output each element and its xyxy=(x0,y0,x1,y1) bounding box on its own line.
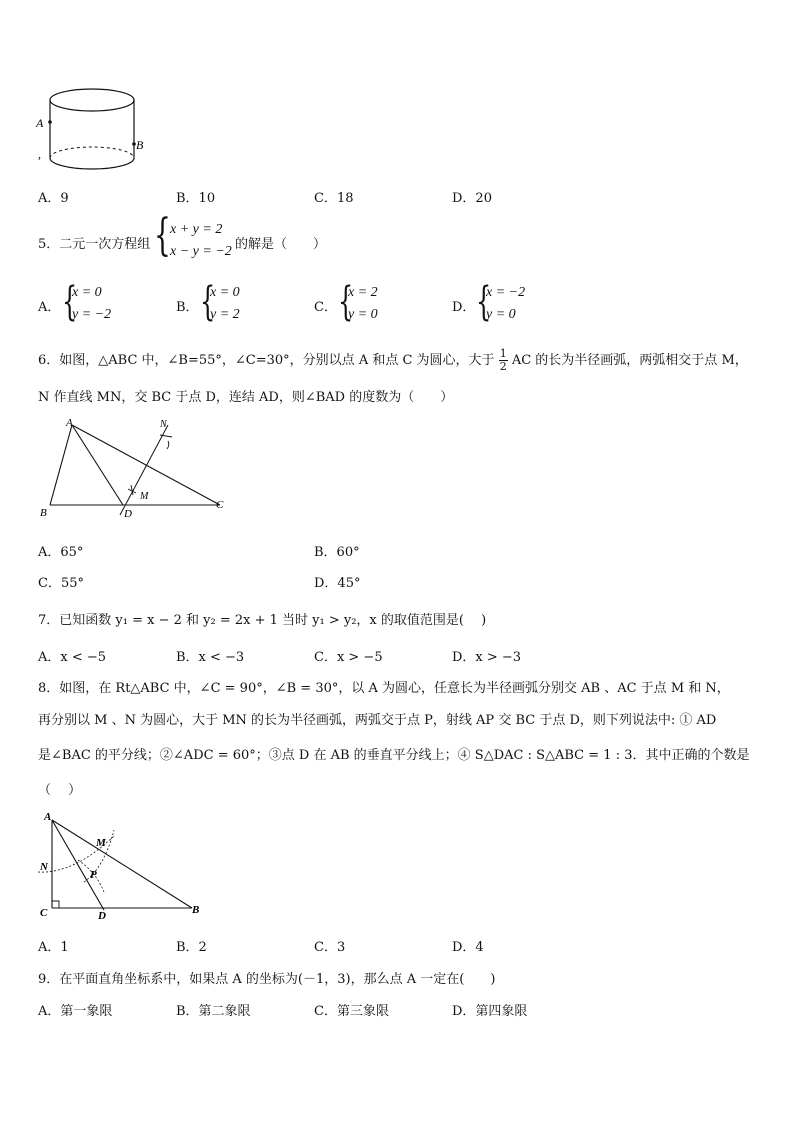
q6-line1 xyxy=(38,348,748,373)
q6-option-c: C．55° xyxy=(38,576,84,591)
q5-option-b-letter: B． xyxy=(176,300,199,315)
q6-label-d: D xyxy=(124,508,132,520)
q7-option-d: D．x > −3 xyxy=(452,650,522,665)
q5-option-b-line1: x = 0 xyxy=(210,285,240,300)
q6-fraction-den: 2 xyxy=(499,360,507,373)
q9-option-c: C．第三象限 xyxy=(314,1004,389,1019)
q6-label-a: A xyxy=(66,417,73,429)
q8-right-triangle-figure xyxy=(34,808,214,923)
q6-label-c: C xyxy=(216,499,224,511)
q6-line1-b: AC 的长为半径画弧，两弧相交于点 M， xyxy=(511,353,748,368)
q6-label-b: B xyxy=(40,507,47,519)
q5-option-c-letter: C． xyxy=(314,300,337,315)
q5-option-d-letter: D． xyxy=(452,300,476,315)
q9-text: 9．在平面直角坐标系中，如果点 A 的坐标为(－1，3)，那么点 A 一定在( ) xyxy=(38,972,496,987)
q8-option-a: A．1 xyxy=(38,940,69,955)
q8-option-b: B．2 xyxy=(176,940,207,955)
q5-prefix: 5．二元一次方程组 xyxy=(38,237,151,252)
cylinder-figure xyxy=(30,82,150,174)
q8-line2: 再分别以 M 、N 为圆心，大于 MN 的长为半径画弧，两弧交于点 P，射线 AP 交 BC 于点 D，则下列说法中: ① AD xyxy=(38,713,717,728)
q6-option-d: D．45° xyxy=(314,576,361,591)
q5-option-d-line2: y = 0 xyxy=(486,307,516,322)
q8-line3: 是∠BAC 的平分线；②∠ADC = 60°；③点 D 在 AB 的垂直平分线上；④ S△DAC : S△ABC = 1 : 3．其中正确的个数是 xyxy=(38,748,750,763)
q4-option-d: D．20 xyxy=(452,191,492,206)
q7-option-a: A．x < −5 xyxy=(38,650,107,665)
point-a-label: A xyxy=(36,116,44,130)
q6-label-n: N xyxy=(160,419,167,430)
q9-option-a: A．第一象限 xyxy=(38,1004,113,1019)
q6-option-b: B．60° xyxy=(314,545,360,560)
q8-line1: 8．如图，在 Rt△ABC 中，∠C = 90°，∠B = 30°，以 A 为圆心，任意长为半径画弧分别交 AB 、AC 于点 M 和 N， xyxy=(38,681,730,696)
point-b-label: B xyxy=(136,138,144,152)
q6-line1-a: 6．如图，△ABC 中，∠B=55°，∠C=30°，分别以点 A 和点 C 为圆心，大于 xyxy=(38,353,495,368)
q8-label-b: B xyxy=(192,904,200,916)
q7-option-b: B．x < −3 xyxy=(176,650,245,665)
q5-suffix: 的解是（ ） xyxy=(235,237,327,252)
q5-option-d-brace: { xyxy=(476,279,492,325)
q5-option-d-line1: x = −2 xyxy=(486,285,526,300)
q5-option-a-line2: y = −2 xyxy=(72,307,112,322)
q7-option-c: C．x > −5 xyxy=(314,650,383,665)
stray-comma: , xyxy=(38,147,41,161)
q8-label-d: D xyxy=(98,910,106,922)
q6-line2: N 作直线 MN，交 BC 于点 D，连结 AD，则∠BAD 的度数为（ ） xyxy=(38,390,454,405)
q4-option-c: C．18 xyxy=(314,191,354,206)
q8-label-m: M xyxy=(96,837,106,849)
q8-option-c: C．3 xyxy=(314,940,346,955)
q6-fraction-num: 1 xyxy=(499,347,507,360)
q8-label-c: C xyxy=(40,907,48,919)
q9-option-d: D．第四象限 xyxy=(452,1004,528,1019)
q6-fraction xyxy=(499,348,508,373)
q5-eq1: x + y = 2 xyxy=(170,222,223,237)
q8-label-p: P xyxy=(90,869,97,881)
q6-option-a: A．65° xyxy=(38,545,84,560)
q5-option-c-line2: y = 0 xyxy=(348,307,378,322)
q8-label-a: A xyxy=(44,811,52,823)
q4-option-a: A．9 xyxy=(38,191,69,206)
q5-option-b-line2: y = 2 xyxy=(210,307,240,322)
q8-label-n: N xyxy=(40,861,48,873)
q5-option-a-brace: { xyxy=(62,279,78,325)
q7-text: 7．已知函数 y₁ = x − 2 和 y₂ = 2x + 1 当时 y₁ > y₂，x 的取值范围是( ) xyxy=(38,613,487,628)
q5-option-a-letter: A． xyxy=(38,300,61,315)
q8-line4: （ ） xyxy=(38,783,82,798)
q6-triangle-figure xyxy=(36,415,236,520)
q5-eq2: x − y = −2 xyxy=(170,244,232,259)
q5-option-b-brace: { xyxy=(200,279,216,325)
q5-option-c-brace: { xyxy=(338,279,354,325)
q4-option-b: B．10 xyxy=(176,191,216,206)
q5-brace: { xyxy=(154,210,171,261)
q9-option-b: B．第二象限 xyxy=(176,1004,251,1019)
q8-option-d: D．4 xyxy=(452,940,484,955)
q5-option-a-line1: x = 0 xyxy=(72,285,102,300)
q6-label-m: M xyxy=(140,491,149,502)
q5-system xyxy=(170,219,232,263)
q5-option-c-line1: x = 2 xyxy=(348,285,378,300)
